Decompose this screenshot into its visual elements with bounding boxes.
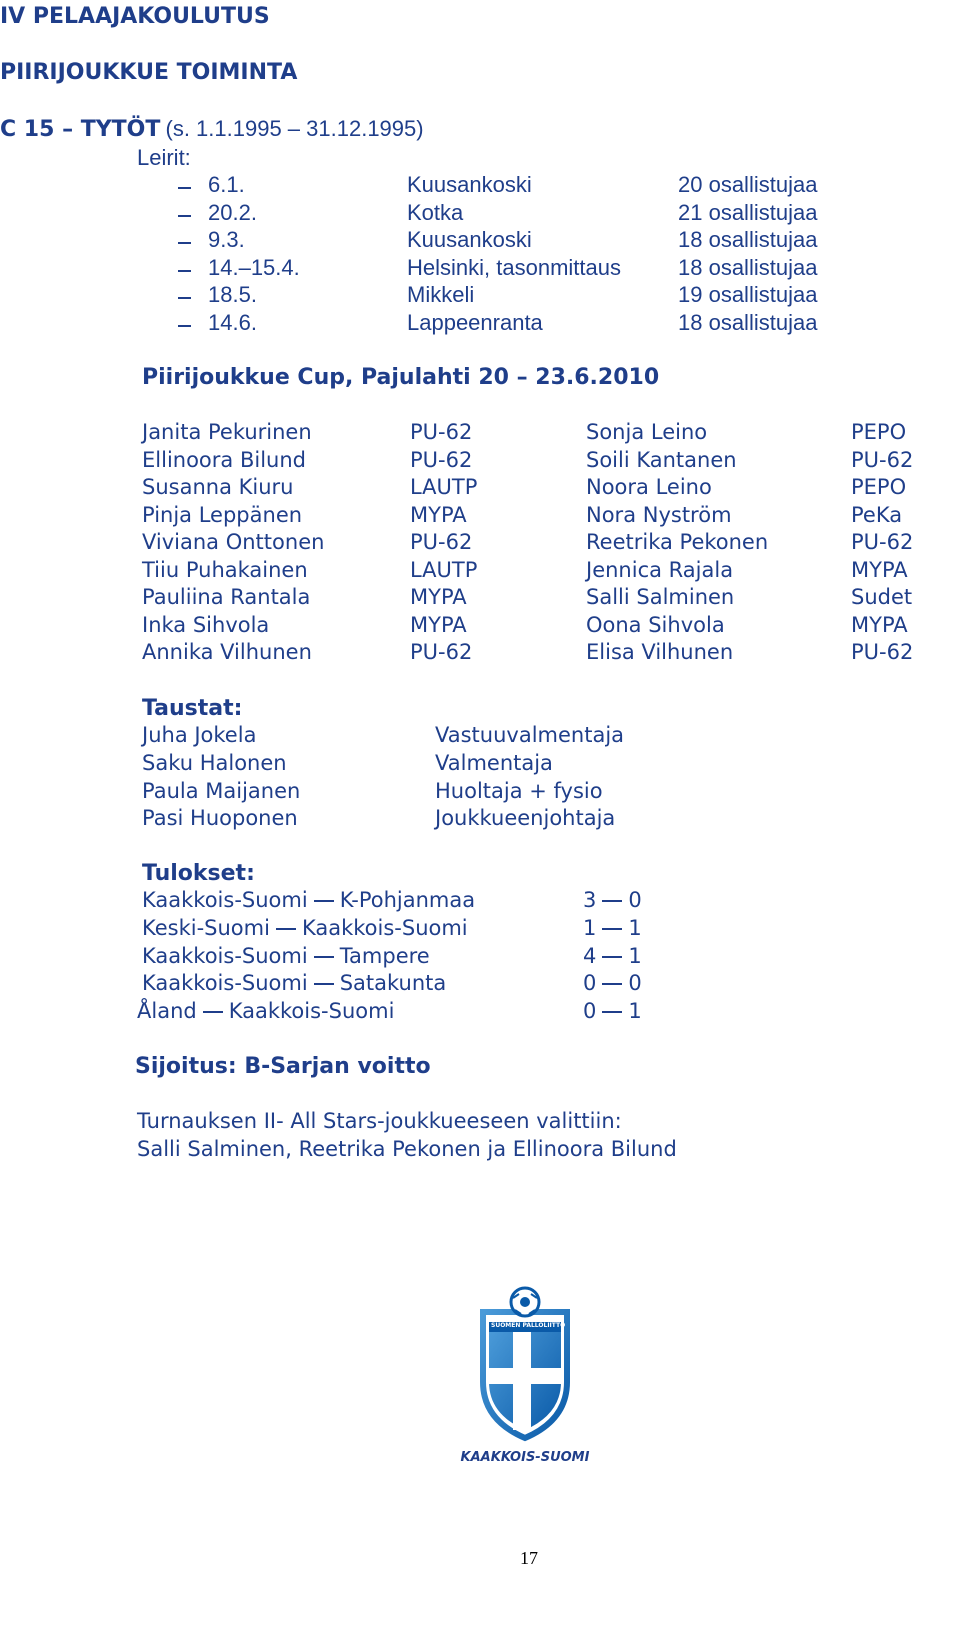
score-dash-icon: [602, 900, 622, 902]
player-club: PEPO: [851, 475, 907, 499]
result-teams: [142, 888, 475, 912]
staff-label: Taustat:: [142, 696, 243, 721]
player-club: LAUTP: [410, 557, 478, 582]
away-team: Tampere: [339, 943, 430, 968]
home-team: Kaakkois-Suomi: [142, 943, 308, 968]
away-score: 1: [628, 943, 642, 968]
home-team: Åland: [137, 999, 197, 1024]
player-name: Pinja Leppänen: [142, 502, 303, 527]
camp-participants: 20 osallistujaa: [678, 172, 818, 197]
placement: Sijoitus: B-Sarjan voitto: [135, 1054, 431, 1079]
player-club: MYPA: [851, 557, 908, 582]
bullet-dash-icon: [178, 325, 191, 327]
player-club: PU-62: [851, 530, 914, 554]
player-club: PEPO: [851, 420, 907, 444]
camp-place: Kuusankoski: [407, 227, 532, 252]
camp-date: 14.6.: [208, 309, 257, 335]
result-score: [583, 944, 642, 968]
home-team: Keski-Suomi: [142, 915, 270, 940]
versus-dash-icon: [314, 983, 334, 985]
staff-role: Vastuuvalmentaja: [435, 723, 625, 747]
player-club: PU-62: [410, 420, 473, 444]
player-name: Tiiu Puhakainen: [142, 557, 308, 582]
subsection-title: PIIRIJOUKKUE TOIMINTA: [0, 60, 298, 85]
camp-participants: 21 osallistujaa: [678, 199, 818, 225]
home-score: 1: [583, 915, 597, 940]
player-name: Reetrika Pekonen: [586, 530, 769, 554]
camp-place: Lappeenranta: [407, 309, 543, 335]
camp-place: Helsinki, tasonmittaus: [407, 254, 621, 280]
home-score: 0: [583, 971, 597, 996]
away-score: 0: [628, 971, 642, 996]
score-dash-icon: [602, 956, 622, 958]
camp-place: Kotka: [407, 199, 464, 225]
player-club: PU-62: [410, 447, 473, 472]
group-heading: [0, 116, 424, 142]
staff-name: Saku Halonen: [142, 750, 287, 775]
versus-dash-icon: [203, 1011, 223, 1013]
player-name: Viviana Onttonen: [142, 530, 325, 554]
player-club: PeKa: [851, 502, 903, 527]
player-name: Ellinoora Bilund: [142, 447, 306, 472]
logo-top-text: SUOMEN PALLOLIITTO: [491, 1322, 566, 1329]
versus-dash-icon: [276, 928, 296, 930]
bullet-dash-icon: [178, 270, 191, 272]
home-score: 0: [583, 999, 597, 1024]
versus-dash-icon: [314, 956, 334, 958]
player-name: Annika Vilhunen: [142, 640, 312, 664]
bullet-dash-icon: [178, 215, 191, 217]
player-club: MYPA: [410, 502, 467, 527]
allstars-names: Salli Salminen, Reetrika Pekonen ja Ellinoora Bilund: [137, 1137, 677, 1161]
result-teams: [142, 971, 446, 995]
camp-date: 18.5.: [208, 282, 257, 307]
score-dash-icon: [602, 1011, 622, 1013]
home-score: 3: [583, 888, 597, 912]
away-score: 1: [628, 915, 642, 940]
away-team: Kaakkois-Suomi: [228, 999, 395, 1024]
camp-participants: 18 osallistujaa: [678, 254, 818, 280]
player-name: Noora Leino: [586, 475, 712, 499]
group-heading-dates: (s. 1.1.1995 – 31.12.1995): [165, 116, 424, 141]
result-teams: [137, 999, 394, 1023]
player-club: LAUTP: [410, 475, 478, 499]
player-name: Susanna Kiuru: [142, 475, 294, 499]
player-club: PU-62: [410, 530, 473, 554]
player-name: Soili Kantanen: [586, 447, 737, 472]
player-name: Sonja Leino: [586, 420, 708, 444]
home-score: 4: [583, 943, 597, 968]
staff-name: Juha Jokela: [142, 723, 257, 747]
camp-date: 6.1.: [208, 172, 245, 197]
staff-name: Paula Maijanen: [142, 778, 301, 803]
camp-date: 9.3.: [208, 227, 245, 252]
allstars-intro: Turnauksen II- All Stars-joukkueeseen valittiin:: [137, 1109, 622, 1133]
away-team: K-Pohjanmaa: [339, 888, 476, 912]
home-team: Kaakkois-Suomi: [142, 971, 308, 996]
camp-participants: 18 osallistujaa: [678, 227, 818, 252]
camps-label: Leirit:: [137, 145, 191, 170]
camp-place: Mikkeli: [407, 282, 475, 307]
crest-icon: [455, 1270, 595, 1480]
away-team: Kaakkois-Suomi: [301, 915, 468, 940]
versus-dash-icon: [314, 900, 334, 902]
player-name: Elisa Vilhunen: [586, 640, 734, 664]
result-score: [583, 999, 642, 1023]
player-club: MYPA: [851, 612, 908, 637]
camp-place: Kuusankoski: [407, 172, 532, 197]
player-name: Jennica Rajala: [586, 557, 734, 582]
player-name: Salli Salminen: [586, 585, 735, 609]
page-number: 17: [520, 1548, 538, 1568]
away-score: 1: [628, 999, 642, 1024]
staff-role: Valmentaja: [435, 750, 553, 775]
camp-participants: 19 osallistujaa: [678, 282, 818, 307]
player-club: MYPA: [410, 612, 467, 637]
section-title: IV PELAAJAKOULUTUS: [0, 4, 270, 29]
result-teams: [142, 944, 430, 968]
result-score: [583, 916, 642, 940]
staff-role: Joukkueenjohtaja: [435, 806, 616, 831]
camp-date: 20.2.: [208, 199, 257, 225]
away-team: Satakunta: [339, 971, 447, 996]
player-name: Oona Sihvola: [586, 612, 725, 637]
result-teams: [142, 916, 468, 940]
logo-bottom-text: KAAKKOIS-SUOMI: [460, 1450, 590, 1465]
result-score: [583, 888, 642, 912]
bullet-dash-icon: [178, 242, 191, 244]
player-club: Sudet: [851, 585, 913, 609]
camp-date: 14.–15.4.: [208, 254, 300, 280]
bullet-dash-icon: [178, 187, 191, 189]
player-club: PU-62: [410, 640, 473, 664]
player-name: Nora Nyström: [586, 502, 732, 527]
result-score: [583, 971, 642, 995]
player-club: PU-62: [851, 447, 914, 472]
results-label: Tulokset:: [142, 861, 255, 886]
kaakkois-suomi-logo: [455, 1270, 595, 1480]
bullet-dash-icon: [178, 297, 191, 299]
away-score: 0: [628, 888, 642, 912]
player-name: Pauliina Rantala: [142, 585, 311, 609]
camp-participants: 18 osallistujaa: [678, 309, 818, 335]
score-dash-icon: [602, 928, 622, 930]
staff-name: Pasi Huoponen: [142, 806, 298, 831]
cup-heading: Piirijoukkue Cup, Pajulahti 20 – 23.6.2010: [142, 365, 660, 390]
home-team: Kaakkois-Suomi: [142, 888, 308, 912]
player-club: MYPA: [410, 585, 467, 609]
player-name: Janita Pekurinen: [142, 420, 312, 444]
group-heading-bold: C 15 – TYTÖT: [0, 117, 161, 142]
player-name: Inka Sihvola: [142, 612, 270, 637]
player-club: PU-62: [851, 640, 914, 664]
score-dash-icon: [602, 983, 622, 985]
staff-role: Huoltaja + fysio: [435, 778, 603, 803]
